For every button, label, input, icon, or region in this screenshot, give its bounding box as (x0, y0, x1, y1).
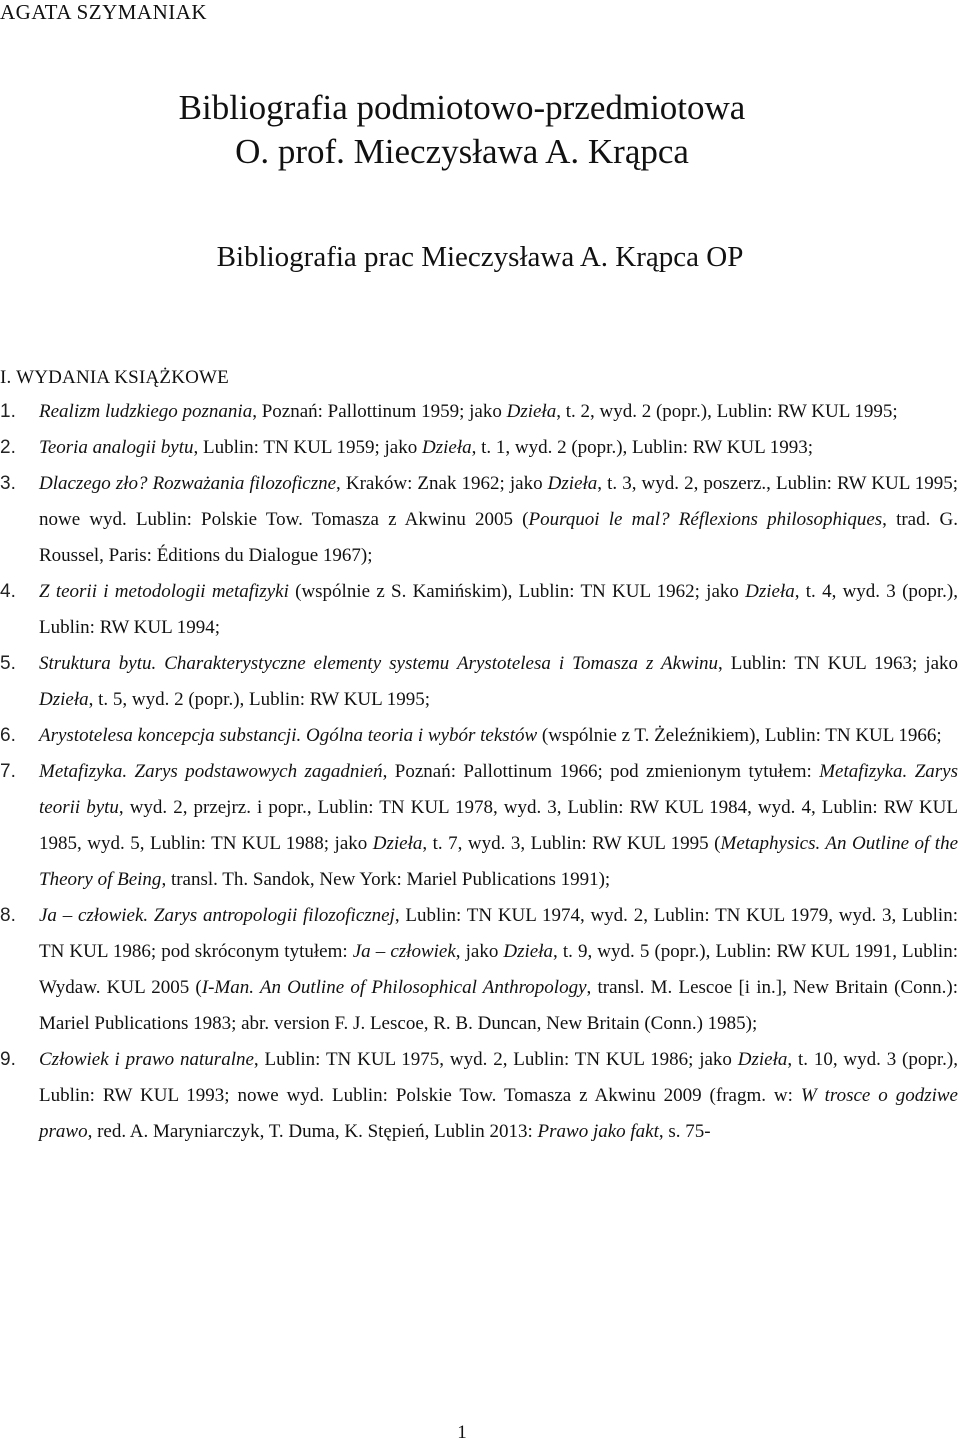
bibliography-entry (0, 898, 958, 1042)
entry-title-italic: Metafizyka. Zarys teorii bytu (39, 761, 958, 818)
entry-text: , transl. M. Lescoe [i in.], New Britain (Conn.): Mariel Publications 1983; abr. version F. J. Lescoe, R. B. Duncan, New Britain (Conn.) 1985); (39, 977, 958, 1034)
entry-text: , t. 7, wyd. 3, Lublin: RW KUL 1995 ( (422, 833, 721, 854)
bibliography-list (0, 394, 958, 1150)
bibliography-entry (0, 754, 958, 898)
entry-text: , Lublin: TN KUL 1974, wyd. 2, Lublin: TN KUL 1979, wyd. 3, Lublin: TN KUL 1986; pod skróconym tytułem: (39, 905, 958, 962)
entry-title-italic: Arystotelesa koncepcja substancji. Ogólna teoria i wybór tekstów (39, 725, 538, 746)
bibliography-entry (0, 1042, 958, 1150)
entry-text: , Lublin: TN KUL 1963; jako (718, 653, 959, 674)
entry-text: (wspólnie z S. Kamińskim), Lublin: TN KUL 1962; jako (288, 581, 746, 602)
bibliography-entry (0, 646, 958, 718)
entry-title-italic: W trosce o godziwe prawo (39, 1085, 958, 1142)
entry-text: , Kraków: Znak 1962; jako (336, 473, 548, 494)
entry-text: , t. 1, wyd. 2 (popr.), Lublin: RW KUL 1993; (471, 437, 814, 458)
entry-text: , wyd. 2, przejrz. i popr., Lublin: TN KUL 1978, wyd. 3, Lublin: RW KUL 1984, wyd. 4, Lublin: RW KUL 1985, wyd. 5, Lublin: TN KUL 1988; jako (39, 797, 958, 854)
entry-text: (wspólnie z T. Żeleźnikiem), Lublin: TN KUL 1966; (537, 725, 942, 746)
entry-text: , Lublin: TN KUL 1975, wyd. 2, Lublin: TN KUL 1986; jako (253, 1049, 738, 1070)
entry-title-italic: Teoria analogii bytu (39, 437, 194, 458)
entry-text: , t. 3, wyd. 2, poszerz., Lublin: RW KUL 1995; nowe wyd. Lublin: Polskie Tow. Tomasza z Akwinu 2005 ( (39, 473, 958, 530)
entry-title-italic: Realizm ludzkiego poznania (39, 401, 253, 422)
page-number: 1 (457, 1422, 467, 1443)
entry-title-italic: Pourquoi le mal? Réflexions philosophiques (528, 509, 883, 530)
entry-title-italic: Dzieła (39, 689, 89, 710)
entry-text: , trad. G. Roussel, Paris: Éditions du Dialogue 1967); (39, 509, 958, 566)
entry-title-italic: Dzieła (506, 401, 557, 422)
entry-text: , t. 2, wyd. 2 (popr.), Lublin: RW KUL 1995; (556, 401, 898, 422)
entry-text: , Poznań: Pallottinum 1959; jako (252, 401, 507, 422)
entry-title-italic: Metafizyka. Zarys podstawowych zagadnień (39, 761, 383, 782)
entry-title-italic: Z teorii i metodologii metafizyki (39, 581, 289, 602)
entry-title-italic: Dzieła (745, 581, 795, 602)
entry-text: , t. 10, wyd. 3 (popr.), Lublin: RW KUL 1993; nowe wyd. Lublin: Polskie Tow. Tomasza z Akwinu 2009 (fragm. w: (39, 1049, 958, 1106)
bibliography-entry (0, 718, 958, 754)
bibliography-entry (0, 466, 958, 574)
entry-number: 8. (0, 905, 16, 926)
entry-text: , Poznań: Pallottinum 1966; pod zmienionym tytułem: (382, 761, 820, 782)
section-heading: I. WYDANIA KSIĄŻKOWE (0, 367, 229, 388)
entry-text: , t. 9, wyd. 5 (popr.), Lublin: RW KUL 1991, Lublin: Wydaw. KUL 2005 ( (39, 941, 958, 998)
entry-title-italic: Ja – człowiek (352, 941, 456, 962)
entry-number: 4. (0, 581, 16, 602)
entry-number: 5. (0, 653, 16, 674)
entry-text: , Lublin: TN KUL 1959; jako (193, 437, 422, 458)
entry-text: , t. 4, wyd. 3 (popr.), Lublin: RW KUL 1994; (39, 581, 959, 638)
entry-title-italic: Dzieła (737, 1049, 788, 1070)
entry-number: 7. (0, 761, 16, 782)
entry-number: 1. (0, 401, 16, 422)
bibliography-entry (0, 430, 958, 466)
entry-title-italic: Człowiek i prawo naturalne (39, 1049, 254, 1070)
entry-text: , t. 5, wyd. 2 (popr.), Lublin: RW KUL 1995; (88, 689, 431, 710)
entry-number: 3. (0, 473, 16, 494)
entry-title-italic: Dlaczego zło? Rozważania filozoficzne (39, 473, 337, 494)
document-title-line-1: Bibliografia podmiotowo-przedmiotowa (178, 88, 746, 127)
entry-text: , s. 75- (658, 1121, 711, 1142)
entry-number: 9. (0, 1049, 16, 1070)
entry-title-italic: Ja – człowiek. Zarys antropologii filozoficznej (39, 905, 395, 926)
entry-title-italic: Dzieła (422, 437, 472, 458)
entry-text: , jako (455, 941, 504, 962)
entry-title-italic: Struktura bytu. Charakterystyczne elementy systemu Arystotelesa i Tomasza z Akwinu (39, 653, 719, 674)
entry-number: 6. (0, 725, 16, 746)
entry-title-italic: Metaphysics. An Outline of the Theory of Being (39, 833, 959, 890)
entry-title-italic: Dzieła (503, 941, 554, 962)
bibliography-entry (0, 394, 958, 430)
entry-title-italic: I-Man. An Outline of Philosophical Anthropology (201, 977, 587, 998)
document-title-line-2: O. prof. Mieczysława A. Krąpca (235, 132, 689, 171)
running-header-author: AGATA SZYMANIAK (0, 0, 208, 24)
entry-title-italic: Dzieła (547, 473, 598, 494)
entry-title-italic: Dzieła (372, 833, 423, 854)
entry-text: , transl. Th. Sandok, New York: Mariel Publications 1991); (161, 869, 611, 890)
bibliography-entry (0, 574, 958, 646)
document-subtitle: Bibliografia prac Mieczysława A. Krąpca OP (216, 241, 744, 273)
entry-number: 2. (0, 437, 16, 458)
entry-title-italic: Prawo jako fakt (537, 1121, 659, 1142)
entry-text: , red. A. Maryniarczyk, T. Duma, K. Stępień, Lublin 2013: (87, 1121, 538, 1142)
